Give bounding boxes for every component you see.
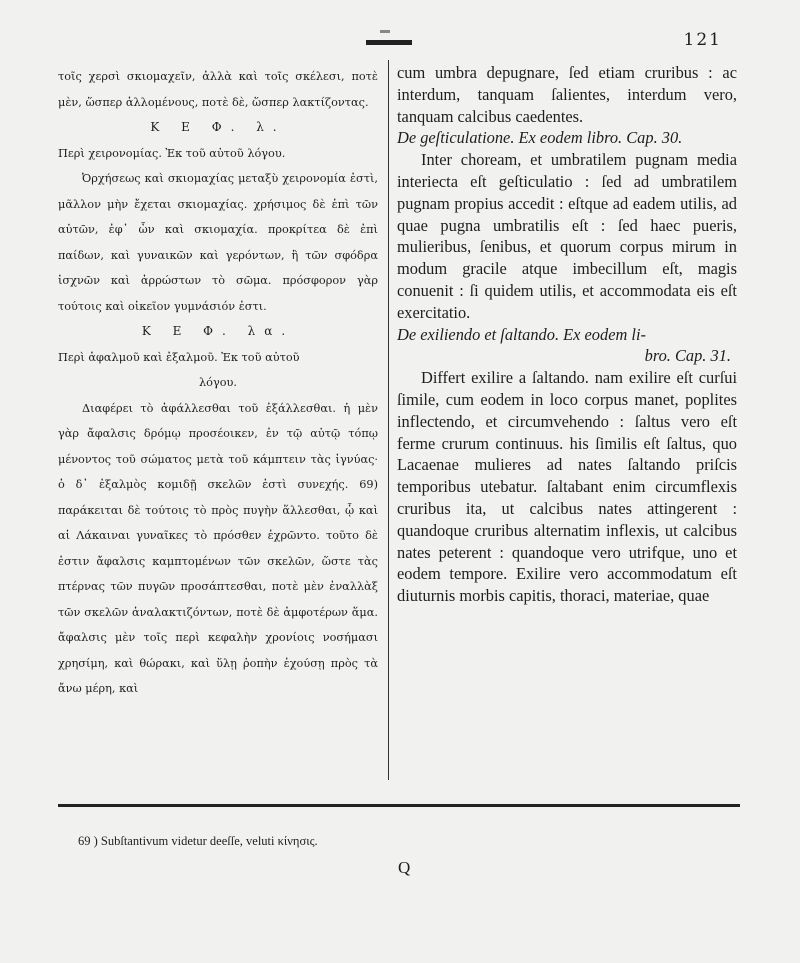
signature-mark: Q — [398, 858, 411, 877]
greek-chapter-30-title: Περὶ χειρονομίας. Ἐκ τοῦ αὐτοῦ λόγου. — [58, 146, 286, 160]
greek-chapter-31-title-line1: Περὶ ἀφαλμοῦ καὶ ἐξαλμοῦ. Ἐκ τοῦ αὐτοῦ — [58, 350, 300, 364]
latin-para-top: cum umbra depugnare, ſed etiam cruribus : ac interdum, tanquam ſalientes, interdum vero, tanquam calcibus caedentes. — [397, 63, 737, 126]
column-divider — [388, 60, 389, 780]
greek-chapter-30-body: Ὀρχήσεως καὶ σκιομαχίας μεταξὺ χειρονομία ἐστὶ, μᾶλλον μὴν ἔχεται σκιομαχίας. χρήσιμος δὲ ἐπὶ τῶν αὐτῶν, ἐφ᾽ ὧν καὶ σκιομαχία. προκρίτεα δὲ ἐπὶ παίδων, καὶ γυναικῶν καὶ γερόντων, ἢ τῶν σφόδρα ἰσχνῶν καὶ ἀρρώστων τὸ σῶμα. πρόσφορον γὰρ τούτοις καὶ οἰκεῖον γυμνάσιόν ἐστι. — [58, 172, 378, 313]
footnote-rule — [58, 804, 740, 807]
latin-chapter-31-heading-line1: De exiliendo et ſaltando. Ex eodem li- — [397, 324, 646, 344]
greek-chapter-31-heading: Κ Ε Φ. λα. — [141, 324, 295, 338]
page-number: 121 — [683, 30, 722, 50]
latin-chapter-31-heading-line2: bro. Cap. 31. — [644, 346, 731, 366]
latin-chapter-31-body: Differt exilire a ſaltando. nam exilire eſt curſui ſimile, cum eodem in loco corpus manet, poplites inflectendo, et circumvehendo : ſaltus vero eſt ferme crurum continuus. his ſimilis eſt ſaltus, quo Lacaenae mulieres ad nates ſaltando priſcis temporibus utebatur. ſaltabant enim circumflexis cruribus ita, ut calcibus nates attingerent : quandoque cruribus alternatim inflexis, ut calcibus nates peterent : quandoque vero utrifque, uno et eodem tempore. Exilire vero accommodatum eſt diuturnis morbis capitis, thoraci, materiae, quae — [397, 368, 737, 606]
latin-chapter-30-body: Inter choream, et umbratilem pugnam media interiecta eſt geſticulatio : ſed ad umbratilem pugnam propius accedit : eſtque ad eadem utilis, ad quae pugna umbratilis eſt : ſed haec pueris, mulieribus, ſenibus, et quorum corpus mirum in modum gracile atque imbecillum eſt, magis conuenit : ſi quidem utilis, et accommodata eis eſt exercitatio. — [397, 150, 737, 322]
latin-chapter-31-heading — [397, 324, 737, 368]
header-ornament-bar — [366, 40, 412, 45]
greek-column — [58, 64, 378, 702]
greek-chapter-30-heading: Κ Ε Φ. λ. — [150, 120, 286, 134]
greek-chapter-31-body: Διαφέρει τὸ ἀφάλλεσθαι τοῦ ἐξάλλεσθαι. ἡ μὲν γὰρ ἄφαλσις δρόμῳ προσέοικεν, ἐν τῷ αὐτῷ τόπῳ μένοντος τοῦ σώματος μετὰ τοῦ κάμπτειν τὰς ἰγνύας· ὁ δ᾽ ἐξαλμὸς κομιδῇ σκελῶν ἐστὶ συνεχής. 69) παράκειται δὲ τούτοις τὸ πρὸς πυγὴν ἅλλεσθαι, ᾧ καὶ αἱ Λάκαιναι γυναῖκες τὸ πρόσθεν ἐχρῶντο. τοῦτο δὲ ἐστιν ἄφαλσις καμπτομένων τῶν σκελῶν, ὥστε τὰς πτέρνας τῶν πυγῶν προσάπτεσθαι, ποτὲ μὲν ἐναλλὰξ τῶν σκελῶν ἀναλακτιζόντων, ποτὲ δὲ ἀμφοτέρων ἅμα. ἄφαλσις μὲν τοῖς περὶ κεφαλὴν χρονίοις νοσήμασι χρησίμη, καὶ θώρακι, καὶ ὕλῃ ῥοπὴν ἐχούσῃ πρὸς τὰ ἄνω μέρη, καὶ — [58, 401, 378, 695]
header-ornament-dot — [380, 30, 390, 33]
latin-chapter-30-heading: De geſticulatione. Ex eodem libro. Cap. 30. — [397, 128, 683, 148]
greek-chapter-31-title-line2: λόγου. — [199, 376, 237, 389]
latin-column — [397, 62, 737, 607]
footnote: 69 ) Subſtantivum videtur deeſſe, veluti κίνησις. — [78, 834, 318, 848]
greek-para-top: τοῖς χερσὶ σκιομαχεῖν, ἀλλὰ καὶ τοῖς σκέλεσι, ποτὲ μὲν, ὥσπερ ἁλλομένους, ποτὲ δὲ, ὥσπερ λακτίζοντας. — [58, 70, 378, 109]
